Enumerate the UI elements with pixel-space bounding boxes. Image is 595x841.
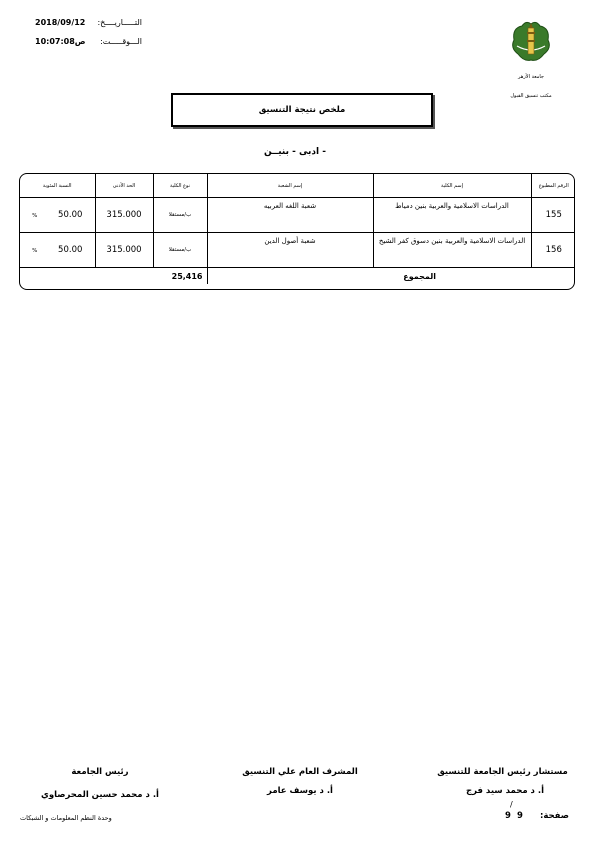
column-header: الرقم المطبوع — [531, 174, 575, 198]
percent-sign: % — [32, 248, 38, 254]
column-header: إسم الشعبة — [207, 174, 373, 198]
page-separator: / — [510, 800, 513, 809]
total-value: 25,416 — [171, 271, 203, 281]
signature-title-advisor: مستشار رئيس الجامعة للتنسيق — [437, 767, 568, 777]
column-header: نوع الكلية — [153, 174, 207, 198]
percent-sign: % — [32, 213, 38, 219]
college-name: الدراسات الاسلامية والعربية بنين دسوق كفر الشيخ — [373, 233, 531, 268]
total-row — [20, 268, 575, 285]
min-score: 315.000 — [95, 198, 153, 233]
date-label: التـــــاريــــخ: — [97, 18, 142, 27]
college-name: الدراسات الاسلامية والعربية بنين دمياط — [373, 198, 531, 233]
percent-value: 50.00 — [58, 245, 83, 255]
page-current: 9 — [517, 811, 523, 821]
column-header: النسبة المئوية — [20, 174, 95, 198]
division-name: شعبة أصول الدين — [207, 233, 373, 268]
signature-name-advisor: أ. د محمد سيد فرج — [465, 786, 545, 796]
table-row — [20, 233, 575, 268]
org-name: جامعة الأزهر — [517, 74, 545, 80]
org-dept: مكتب تنسيق القبول — [510, 93, 552, 99]
time-label: الـــوقـــــت: — [100, 37, 142, 46]
college-type: ب/مستقلا — [153, 198, 207, 233]
column-header: إسم الكلية — [373, 174, 531, 198]
column-header: الحد الأدنى — [95, 174, 153, 198]
percent-value: 50.00 — [58, 210, 83, 220]
min-score: 315.000 — [95, 233, 153, 268]
results-table — [19, 173, 575, 290]
time-value: ص10:07:08 — [35, 37, 86, 46]
report-title: ملخص نتيجة التنسيق — [171, 93, 433, 127]
azhar-logo-icon — [508, 18, 554, 66]
page-total: 9 — [505, 811, 511, 821]
signature-title-president: رئيس الجامعة — [71, 767, 129, 777]
college-code: 155 — [531, 198, 575, 233]
signature-name-supervisor: أ. د يوسف عامر — [267, 786, 333, 796]
table-row — [20, 198, 575, 233]
signature-title-supervisor: المشرف العام علي التنسيق — [242, 767, 358, 777]
page-label: صفحة: — [540, 811, 570, 821]
footer-unit: وحدة النظم المعلومات و الشبكات — [20, 814, 112, 822]
college-code: 156 — [531, 233, 575, 268]
percent-cell — [20, 198, 95, 233]
table-header-row — [20, 174, 575, 198]
date-value: 2018/09/12 — [35, 18, 86, 27]
section-label: - ادبى - بنيــن — [263, 147, 327, 157]
signature-name-president: أ. د محمد حسين المحرصاوي — [41, 790, 159, 800]
college-type: ب/مستقلا — [153, 233, 207, 268]
percent-cell — [20, 233, 95, 268]
division-name: شعبة اللغه العربيه — [207, 198, 373, 233]
total-label: المجموع — [207, 268, 575, 285]
